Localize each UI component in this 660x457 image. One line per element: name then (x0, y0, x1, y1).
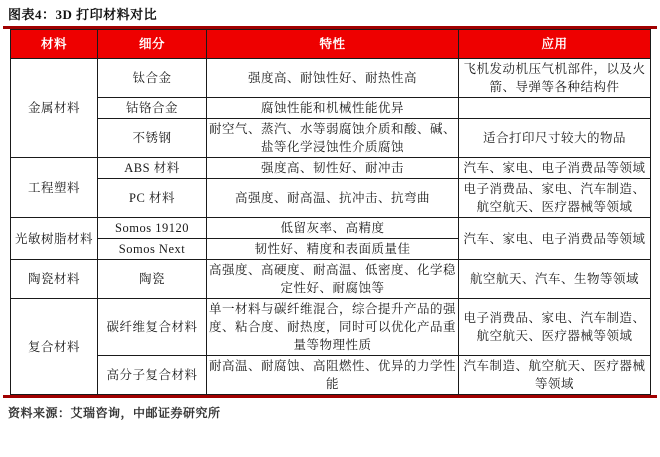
col-header-application: 应用 (459, 30, 651, 59)
application-cell: 电子消费品、家电、汽车制造、航空航天、医疗器械等领域 (459, 299, 651, 356)
material-group-cell: 陶瓷材料 (11, 260, 98, 299)
subdivision-cell: ABS 材料 (98, 158, 207, 179)
material-group-cell: 光敏树脂材料 (11, 218, 98, 260)
subdivision-cell: Somos Next (98, 239, 207, 260)
subdivision-cell: 陶瓷 (98, 260, 207, 299)
header-row (11, 30, 651, 59)
feature-cell: 低留灰率、高精度 (207, 218, 459, 239)
col-header-subdivision: 细分 (98, 30, 207, 59)
feature-cell: 腐蚀性能和机械性能优异 (207, 98, 459, 119)
material-group-cell: 工程塑料 (11, 158, 98, 218)
table-row (11, 299, 651, 356)
feature-cell: 韧性好、精度和表面质量佳 (207, 239, 459, 260)
feature-cell: 强度高、耐蚀性好、耐热性高 (207, 59, 459, 98)
feature-cell: 强度高、韧性好、耐冲击 (207, 158, 459, 179)
application-cell: 适合打印尺寸较大的物品 (459, 119, 651, 158)
subdivision-cell: Somos 19120 (98, 218, 207, 239)
table-row (11, 59, 651, 98)
feature-cell: 高强度、高硬度、耐高温、低密度、化学稳定性好、耐腐蚀等 (207, 260, 459, 299)
material-group-cell: 金属材料 (11, 59, 98, 158)
material-group-cell: 复合材料 (11, 299, 98, 395)
subdivision-cell: 不锈钢 (98, 119, 207, 158)
table-row (11, 260, 651, 299)
application-cell-empty (459, 98, 651, 119)
application-cell: 航空航天、汽车、生物等领域 (459, 260, 651, 299)
feature-cell: 耐高温、耐腐蚀、高阻燃性、优异的力学性能 (207, 356, 459, 395)
feature-cell: 单一材料与碳纤维混合，综合提升产品的强度、粘合度、耐热度，同时可以优化产品重量等物理性质 (207, 299, 459, 356)
table-row (11, 356, 651, 395)
table-row (11, 158, 651, 179)
application-cell: 飞机发动机压气机部件，以及火箭、导弹等各种结构件 (459, 59, 651, 98)
application-cell: 汽车制造、航空航天、医疗器械等领域 (459, 356, 651, 395)
col-header-material: 材料 (11, 30, 98, 59)
materials-comparison-table (10, 29, 651, 395)
subdivision-cell: 高分子复合材料 (98, 356, 207, 395)
table-row (11, 218, 651, 239)
application-cell: 汽车、家电、电子消费品等领域 (459, 158, 651, 179)
subdivision-cell: PC 材料 (98, 179, 207, 218)
table-row (11, 179, 651, 218)
feature-cell: 高强度、耐高温、抗冲击、抗弯曲 (207, 179, 459, 218)
application-cell: 汽车、家电、电子消费品等领域 (459, 218, 651, 260)
application-cell: 电子消费品、家电、汽车制造、航空航天、医疗器械等领域 (459, 179, 651, 218)
table-row (11, 119, 651, 158)
source-note: 资料来源：艾瑞咨询，中邮证券研究所 (8, 406, 221, 420)
figure-title: 图表4：3D 打印材料对比 (8, 7, 158, 22)
subdivision-cell: 钛合金 (98, 59, 207, 98)
col-header-feature: 特性 (207, 30, 459, 59)
subdivision-cell: 碳纤维复合材料 (98, 299, 207, 356)
subdivision-cell: 钴铬合金 (98, 98, 207, 119)
table-row (11, 98, 651, 119)
feature-cell: 耐空气、蒸汽、水等弱腐蚀介质和酸、碱、盐等化学浸蚀性介质腐蚀 (207, 119, 459, 158)
